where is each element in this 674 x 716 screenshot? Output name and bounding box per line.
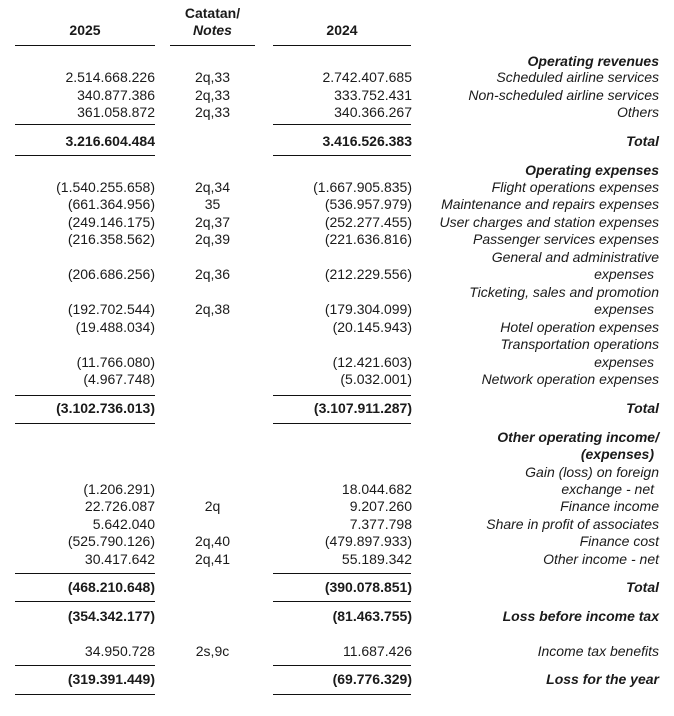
value-2025: (1.540.255.658) (56, 179, 155, 195)
row-label-cont: expenses (594, 301, 654, 317)
notes-header-line1: Catatan/ (184, 5, 241, 21)
value-2025: (216.358.562) (67, 231, 155, 247)
header-rule-notes (170, 45, 255, 46)
note-ref: 35 (204, 196, 221, 212)
section-title-other: Other operating income/ (497, 429, 659, 445)
total-2024: (390.078.851) (324, 579, 412, 595)
total-rule-2025 (15, 694, 155, 695)
value-2025: (249.146.175) (67, 214, 155, 230)
row-label: Flight operations expenses (491, 179, 659, 195)
total-label: Total (626, 579, 659, 595)
total-label: Total (626, 400, 659, 416)
loss-before-tax-2025: (354.342.177) (67, 608, 155, 624)
income-tax-2025: 34.950.728 (84, 643, 155, 659)
value-2025: 30.417.642 (84, 551, 155, 567)
note-ref: 2q,36 (194, 266, 231, 282)
value-2025: (19.488.034) (75, 319, 155, 335)
total-label: Total (626, 133, 659, 149)
row-label: Network operation expenses (481, 371, 659, 387)
total-2025: 3.216.604.484 (65, 133, 155, 149)
value-2025: 2.514.668.226 (65, 69, 155, 85)
section-title-revenues: Operating revenues (527, 53, 659, 69)
income-tax-note: 2s,9c (195, 643, 230, 659)
total-2025: (468.210.648) (67, 579, 155, 595)
income-tax-2024: 11.687.426 (342, 643, 412, 659)
subtotal-rule-2025 (15, 665, 155, 666)
value-2024: (479.897.933) (324, 533, 412, 549)
total-rule-2024 (273, 694, 411, 695)
loss-for-year-label: Loss for the year (546, 671, 659, 687)
note-ref: 2q,41 (194, 551, 231, 567)
value-2024: (221.636.816) (324, 231, 412, 247)
subtotal-rule-2025 (15, 124, 155, 125)
value-2025: (206.686.256) (67, 266, 155, 282)
section-title-expenses: Operating expenses (525, 162, 659, 178)
value-2024: 340.366.267 (334, 104, 412, 120)
row-label: Non-scheduled airline services (468, 87, 659, 103)
value-2025: (4.967.748) (83, 371, 155, 387)
note-ref: 2q,40 (194, 533, 231, 549)
year-2025-header: 2025 (69, 22, 101, 38)
value-2024: (12.421.603) (332, 354, 412, 370)
value-2025: 361.058.872 (77, 104, 155, 120)
row-label: User charges and station expenses (439, 214, 659, 230)
row-label: Others (616, 104, 659, 120)
note-ref: 2q,38 (194, 301, 231, 317)
subtotal-rule-2024 (273, 665, 411, 666)
value-2024: (20.145.943) (332, 319, 412, 335)
row-label: Share in profit of associates (486, 516, 659, 532)
value-2025: (192.702.544) (67, 301, 155, 317)
subtotal-rule-2024 (273, 573, 411, 574)
value-2025: (11.766.080) (76, 354, 155, 370)
total-rule-2024 (273, 423, 411, 424)
row-label: General and administrative (491, 249, 659, 265)
total-2024: 3.416.526.383 (322, 133, 412, 149)
note-ref: 2q (204, 498, 221, 514)
value-2024: 2.742.407.685 (322, 69, 412, 85)
value-2024: (252.277.455) (324, 214, 412, 230)
value-2024: (179.304.099) (324, 301, 412, 317)
section-title-other-cont: (expenses) (580, 446, 654, 462)
value-2024: 7.377.798 (349, 516, 412, 532)
note-ref: 2q,39 (194, 231, 231, 247)
total-rule-2025 (15, 155, 155, 156)
value-2024: 18.044.682 (341, 481, 412, 497)
total-rule-2025 (15, 423, 155, 424)
value-2024: (1.667.905.835) (313, 179, 412, 195)
row-label: Passenger services expenses (473, 231, 659, 247)
total-rule-2025 (15, 601, 155, 602)
row-label-cont: expenses (594, 266, 654, 282)
subtotal-rule-2025 (15, 573, 155, 574)
value-2025: (525.790.126) (67, 533, 155, 549)
row-label: Other income - net (543, 551, 659, 567)
value-2024: (212.229.556) (324, 266, 412, 282)
row-label: Ticketing, sales and promotion (469, 284, 659, 300)
note-ref: 2q,33 (194, 104, 231, 120)
value-2024: 333.752.431 (334, 87, 412, 103)
value-2024: 9.207.260 (349, 498, 412, 514)
value-2025: (1.206.291) (83, 481, 155, 497)
loss-for-year-2025: (319.391.449) (67, 671, 155, 687)
value-2024: (5.032.001) (340, 371, 412, 387)
total-2025: (3.102.736.013) (56, 400, 155, 416)
value-2025: (661.364.956) (67, 196, 155, 212)
income-tax-label: Income tax benefits (537, 643, 659, 659)
row-label: Maintenance and repairs expenses (441, 196, 659, 212)
subtotal-rule-2024 (273, 395, 411, 396)
note-ref: 2q,33 (194, 87, 231, 103)
total-rule-2024 (273, 155, 411, 156)
value-2025: 22.726.087 (84, 498, 155, 514)
header-rule-2025 (15, 45, 155, 46)
row-label: Scheduled airline services (496, 69, 659, 85)
header-rule-2024 (273, 45, 411, 46)
note-ref: 2q,34 (194, 179, 231, 195)
row-label: Finance income (560, 498, 659, 514)
value-2024: 55.189.342 (341, 551, 412, 567)
row-label-cont: expenses (594, 354, 654, 370)
row-label: Finance cost (579, 533, 659, 549)
total-2024: (3.107.911.287) (313, 400, 412, 416)
subtotal-rule-2024 (273, 124, 411, 125)
note-ref: 2q,37 (194, 214, 231, 230)
value-2025: 340.877.386 (77, 87, 155, 103)
row-label: Transportation operations (500, 336, 659, 352)
loss-before-tax-2024: (81.463.755) (332, 608, 412, 624)
notes-header-line2: Notes (193, 22, 232, 38)
year-2024-header: 2024 (326, 22, 358, 38)
subtotal-rule-2025 (15, 395, 155, 396)
value-2024: (536.957.979) (324, 196, 412, 212)
note-ref: 2q,33 (194, 69, 231, 85)
row-label: Gain (loss) on foreign (525, 464, 659, 480)
loss-before-tax-label: Loss before income tax (502, 608, 659, 624)
loss-for-year-2024: (69.776.329) (332, 671, 412, 687)
row-label-cont: exchange - net (561, 481, 654, 497)
value-2025: 5.642.040 (92, 516, 155, 532)
row-label: Hotel operation expenses (500, 319, 659, 335)
total-rule-2024 (273, 601, 411, 602)
